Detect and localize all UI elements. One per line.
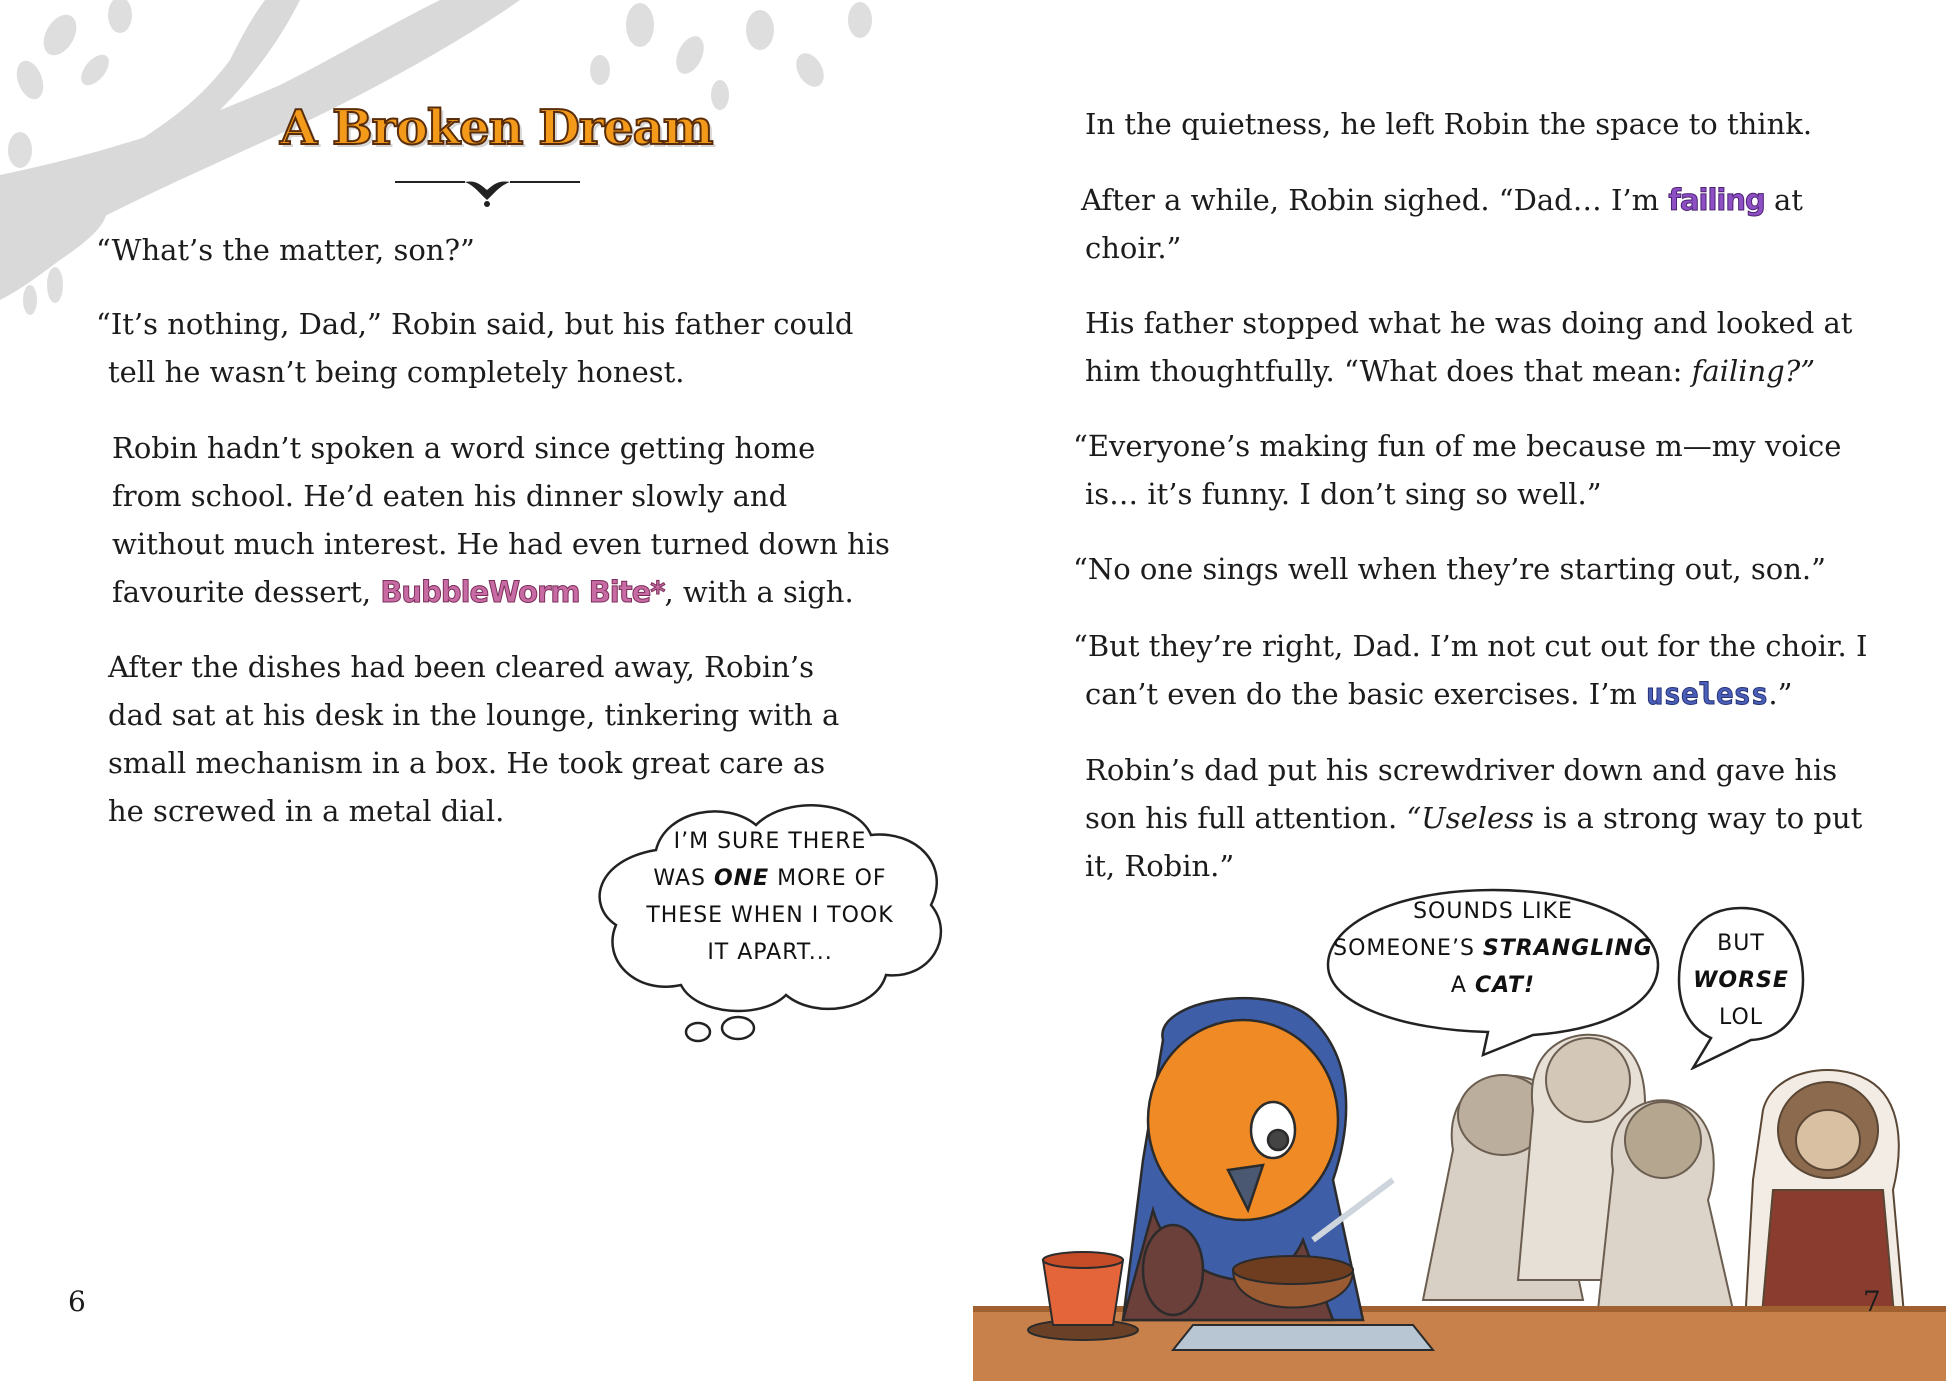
bubbleworm-bite-word: BubbleWorm Bite*: [380, 575, 665, 609]
failing-word: failing: [1668, 183, 1765, 217]
paragraph-3: [112, 424, 892, 616]
right-paragraph-2: [1081, 176, 1901, 272]
title-flourish: [395, 172, 580, 212]
thought-line-2-before: WAS: [653, 866, 714, 891]
p2-after: at: [1764, 183, 1803, 217]
thought-bubble-text: [620, 823, 920, 971]
p7-line-1: Robin’s dad put his screwdriver down and gave his: [1085, 753, 1838, 787]
p6-line-1: “But they’re right, Dad. I’m not cut out for the choir. I: [1073, 629, 1868, 663]
right-paragraph-5: “No one sings well when they’re starting out, son.”: [1073, 552, 1826, 586]
thought-line-1: I’M SURE THERE: [673, 829, 867, 854]
thought-line-3: THESE WHEN I TOOK: [646, 903, 894, 928]
right-paragraph-3: [1085, 299, 1905, 395]
cup: [1028, 1252, 1138, 1340]
chapter-title: A Broken Dream: [280, 100, 713, 156]
paragraph-1: “What’s the matter, son?”: [96, 233, 475, 267]
bubble1-line-1: SOUNDS LIKE: [1413, 899, 1573, 924]
thought-emphasis-one: ONE: [713, 866, 770, 891]
right-page: [973, 0, 1946, 1381]
bubble1-line-3-before: A: [1450, 973, 1475, 998]
paragraph-3-text: Robin hadn’t spoken a word since getting home from school. He’d eaten his dinner slowly and without much interest. He had even turned down his: [112, 431, 890, 561]
bubble1-line-3: [1323, 967, 1663, 1004]
table: [973, 1310, 1946, 1381]
p6-line-2-before: can’t even do the basic exercises. I’m: [1085, 677, 1647, 711]
speech-bubble-2-text: [1673, 925, 1809, 1036]
p7-line-2-after: is a strong way to put: [1533, 801, 1863, 835]
right-paragraph-6: [1073, 622, 1923, 718]
thought-line-4: IT APART...: [707, 940, 833, 965]
p7-line-3: it, Robin.”: [1085, 849, 1235, 883]
bubble2-emphasis-worse: WORSE: [1693, 968, 1789, 993]
p4-line-1: “Everyone’s making fun of me because m—my voice: [1073, 429, 1842, 463]
p3-emphasis: failing?”: [1691, 354, 1816, 388]
bubble1-emphasis-strangling: STRANGLING: [1482, 936, 1653, 961]
p2-line-2: choir.”: [1085, 231, 1182, 265]
bubble1-line-2-before: SOMEONE’S: [1333, 936, 1483, 961]
p7-line-2-before: son his full attention.: [1085, 801, 1407, 835]
dessert-line-after: , with a sigh.: [664, 575, 854, 609]
thought-line-2-after: MORE OF: [769, 866, 887, 891]
speech-bubble-1-text: [1323, 893, 1663, 1004]
right-paragraph-4: [1073, 422, 1913, 518]
paragraph-2: “It’s nothing, Dad,” Robin said, but his father could tell he wasn’t being completely honest.: [96, 307, 854, 389]
page-number-right: 7: [1863, 1285, 1881, 1318]
p7-emphasis: “Useless: [1406, 801, 1534, 835]
right-paragraph-7: [1085, 746, 1905, 890]
bubble1-emphasis-cat: CAT!: [1474, 973, 1536, 998]
p4-line-2: is… it’s funny. I don’t sing so well.”: [1085, 477, 1602, 511]
bubble2-line-1: BUT: [1717, 931, 1765, 956]
right-paragraph-1: In the quietness, he left Robin the space to think.: [1085, 107, 1813, 141]
paragraph-4: After the dishes had been cleared away, Robin’s dad sat at his desk in the lounge, tinkering with a small mechanism in a box. He took great care as he screwed in a metal dial.: [108, 650, 840, 828]
bubble1-line-2: [1323, 930, 1663, 967]
useless-word: useless: [1646, 677, 1769, 711]
thought-line-2: [620, 860, 920, 897]
p3-line-1: His father stopped what he was doing and looked at: [1085, 306, 1853, 340]
page-number-left: 6: [68, 1285, 86, 1318]
p3-line-2-before: him thoughtfully. “What does that mean:: [1085, 354, 1692, 388]
dessert-line-before: favourite dessert,: [112, 575, 381, 609]
bubble2-line-3: LOL: [1718, 1005, 1764, 1030]
p6-after: .”: [1768, 677, 1793, 711]
choir-bird-3: [1598, 1100, 1733, 1310]
p2-before: After a while, Robin sighed. “Dad… I’m: [1081, 183, 1669, 217]
